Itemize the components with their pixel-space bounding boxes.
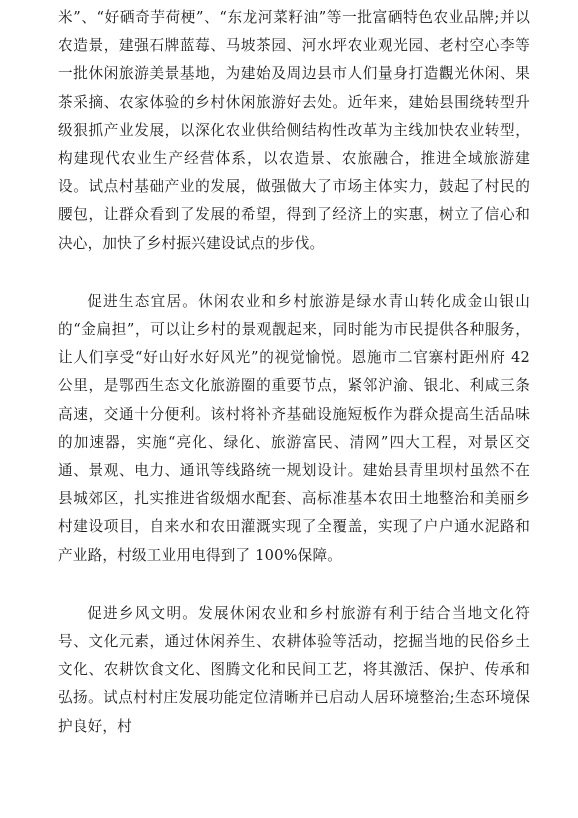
paragraph-agriculture-brands: 米”、“好硒奇芋荷梗”、“东龙河菜籽油”等一批富硒特色农业品牌;并以农造景，建强石牌蓝莓、马坡茶园、河水坪农业观光园、老村空心李等一批休闲旅游美景基地，为建始及周边县市人们量身打造觀光休闲、果茶采摘、农家体验的乡村休闲旅游好去处。近年来，建始县围绕转型升级狠抓产业发展，以深化农业供给侧结构性改革为主线加快农业转型，构建现代农业生产经营体系，以农造景、农旅融合，推进全域旅游建设。试点村基础产业的发展，做强做大了市场主体实力，鼓起了村民的腰包，让群众看到了发展的希望，得到了经济上的实惠，树立了信心和决心，加快了乡村振兴建设试点的步伐。	[58, 9, 530, 252]
paragraph-rural-civilization: 促进乡风文明。发展休闲农业和乡村旅游有利于结合当地文化符号、文化元素，通过休闲养生、农耕体验等活动，挖掘当地的民俗乡土文化、农耕饮食文化、图腾文化和民间工艺，将其激活、保护、传承和弘扬。试点村村庄发展功能定位清晰并已启动人居环境整治;生态环境保护良好，村	[58, 604, 530, 735]
document-page	[58, 0, 530, 818]
paragraph-ecological-livability: 促进生态宜居。休闲农业和乡村旅游是绿水青山转化成金山银山的“金扁担”，可以让乡村的景观靓起来，同时能为市民提供各种服务，让人们享受“好山好水好风光”的视觉愉悦。恩施市二官寨村距州府 42 公里，是鄂西生态文化旅游圈的重要节点，紧邻沪渝、银北、利咸三条高速，交通十分便利。该村将补齐基础设施短板作为群众提高生活品味的加速器，实施“亮化、绿化、旅游富民、清网”四大工程，对景区交通、景观、电力、通讯等线路统一规划设计。建始县青里坝村虽然不在县城郊区，扎实推进省级烟水配套、高标准基本农田土地整治和美丽乡村建设项目，自来水和农田灌溉实现了全覆盖，实现了户户通水泥路和产业路，村级工业用电得到了 100%保障。	[58, 292, 530, 564]
